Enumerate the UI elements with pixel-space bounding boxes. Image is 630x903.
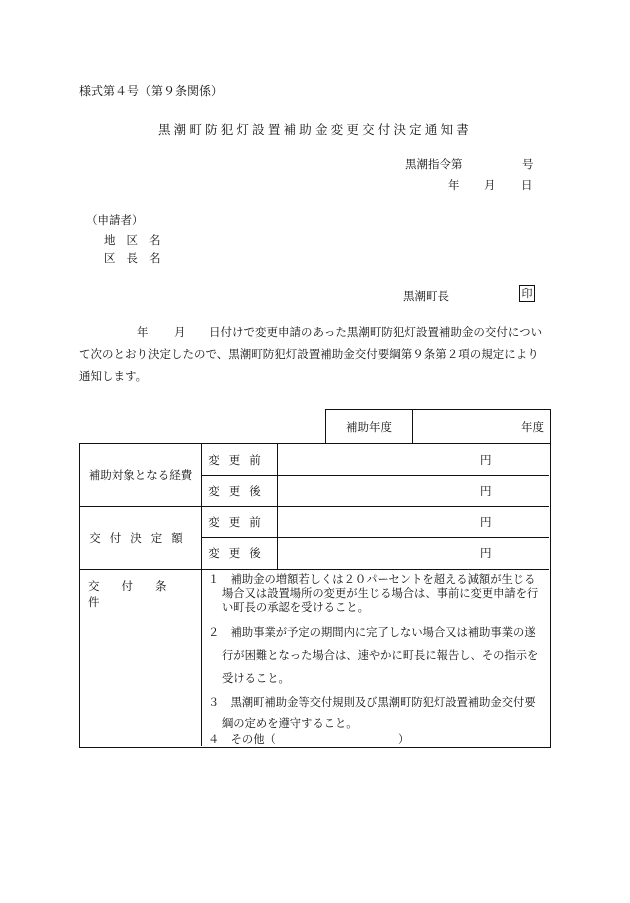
condition-2-line1: ２ 補助事業が予定の期間内に完了しない場合又は補助事業の遂 [208,626,536,639]
form-number: 様式第４号（第９条関係） [79,84,224,98]
body-year: 年 [137,325,149,339]
grant-amount-label: 交付決定額 [89,530,192,545]
decision-table [79,443,551,748]
condition-4-open: ４ その他（ [208,733,276,746]
subsidy-year-table [325,409,551,443]
condition-1-line2: 場合又は設置場所の変更が生じる場合は、事前に変更申請を行 [222,587,539,600]
document-title: 黒潮町防犯灯設置補助金変更交付決定通知書 [157,122,472,137]
condition-2-line3: 受けること。 [222,672,290,685]
eligible-before-amount: 円 [480,453,492,467]
condition-3-line2: 綱の定めを遵守すること。 [222,717,358,730]
issue-date-year: 年 [448,178,460,192]
eligible-after-label: 変更後 [208,483,270,498]
grant-after-label: 変更後 [208,546,270,560]
notice-body [79,321,551,387]
document-number-prefix: 黒潮指令第 [405,157,463,171]
body-month: 月 [174,325,186,339]
condition-3-line1: ３ 黒潮町補助金等交付規則及び黒潮町防犯灯設置補助金交付要 [208,696,536,709]
condition-4-close: ） [398,733,410,746]
grant-before-label: 変更前 [208,514,270,529]
body-line2: て次のとおり決定したので、黒潮町防犯灯設置補助金交付要綱第９条第２項の規定により [79,347,539,361]
grant-after-amount: 円 [480,546,492,560]
body-line1: 日付けで変更申請のあった黒潮町防犯灯設置補助金の交付につい [209,325,543,339]
subsidy-year-value: 年度 [521,420,544,434]
issue-date-month: 月 [484,178,496,192]
conditions-label: 交付条件 [88,579,189,609]
seal-mark: 印 [519,285,535,302]
district-chief-label: 区長名 [104,251,172,265]
condition-1-line1: １ 補助金の増額若しくは２０パーセントを超える減額が生じる [208,573,536,586]
district-name-label: 地区名 [104,233,172,247]
body-line3: 通知します。 [79,369,148,383]
condition-2-line2: 行が困難となった場合は、速やかに町長に報告し、その指示を [222,649,539,662]
grant-before-amount: 円 [480,515,492,529]
eligible-after-amount: 円 [480,484,492,498]
eligible-cost-label: 補助対象となる経費 [88,468,193,482]
mayor-name: 黒潮町長 [403,289,449,303]
eligible-before-label: 変更前 [208,452,270,467]
condition-1-line3: い町長の承認を受けること。 [222,601,369,614]
subsidy-year-label: 補助年度 [326,410,413,444]
applicant-label: （申請者） [86,213,144,227]
issue-date-day: 日 [521,178,533,192]
document-number-suffix: 号 [522,157,534,171]
